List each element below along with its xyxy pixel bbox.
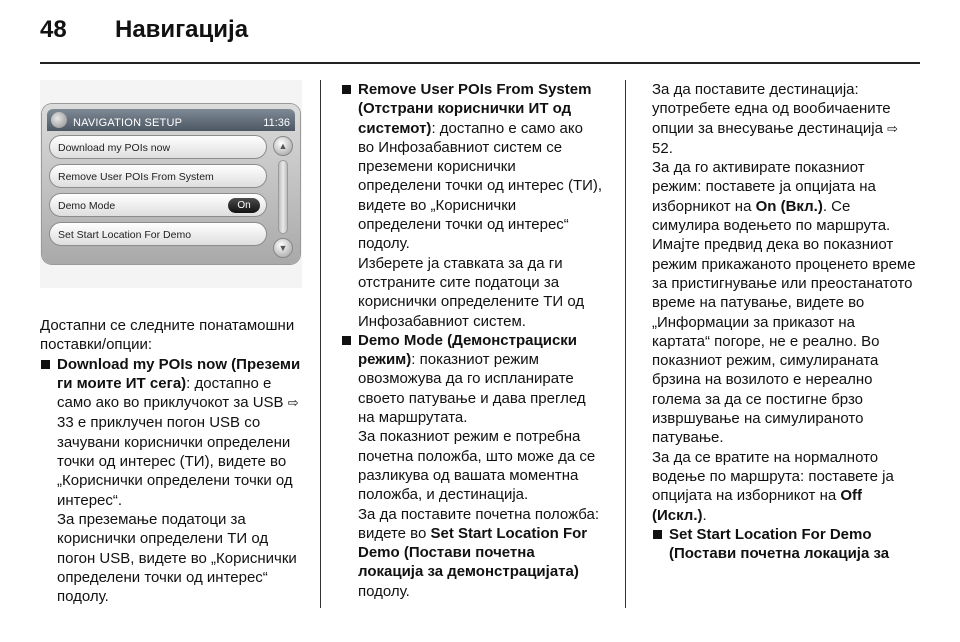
page-number: 48: [40, 16, 67, 43]
scroll-up-icon[interactable]: ▲: [273, 136, 293, 156]
screen-title: NAVIGATION SETUP: [73, 117, 183, 129]
column-2: [341, 80, 603, 601]
screen-clock: 11:36: [263, 117, 290, 129]
menu-item-label: Demo Mode: [58, 200, 116, 212]
column-1: [40, 80, 302, 606]
screen-scrollbar[interactable]: [272, 136, 294, 258]
column-divider-1: [320, 80, 321, 608]
bullet-title: Download my POIs now (Преземи ги моите ИТ сега): [57, 355, 301, 392]
activate-demo-paragraph: За да го активирате показниот режим: поставете ја опцијата на изборникот на On (Вкл.). Се симулира водењето по маршрута.: [652, 159, 891, 235]
page-ref-icon: ⇨: [887, 121, 898, 137]
demo-note-paragraph: Имајте предвид дека во показниот режим прикажаното проценето време за пристигнување или преостанатото време на патување, видете во „Информации за приказот на картата“ погоре, не е реално. Во показниот режим, симулираната брзина на возилото е нереално голема за да се постигне брзо извршување на симулираното патување.: [652, 236, 916, 447]
menu-item-download-pois[interactable]: Download my POIs now: [49, 135, 267, 159]
screen-menu: [49, 135, 267, 251]
header-rule: [40, 62, 920, 64]
demo-mode-toggle[interactable]: On: [228, 198, 260, 213]
bullet-title: Demo Mode (Демонстрациски режим): [358, 331, 578, 369]
demo-mode-note-2: За да поставите почетна положба: видете во Set Start Location For Demo (Постави почетна локација за демонстрацијата) подолу.: [358, 505, 600, 600]
menu-item-demo-mode[interactable]: [49, 193, 267, 217]
scroll-down-icon[interactable]: ▼: [273, 238, 293, 258]
bullet-title: Remove User POIs From System (Отстрани кориснички ИТ од системот): [358, 81, 592, 137]
download-pois-note: За преземање податоци за кориснички определени ТИ од погон USB, видете во „Кориснички определени точки од интерес“ подолу.: [57, 510, 297, 606]
column-divider-2: [625, 80, 626, 608]
bullet-start-location: [652, 525, 916, 564]
page-title: Навигација: [115, 16, 249, 43]
column-3: [652, 80, 916, 563]
intro-paragraph: Достапни се следните понатамошни поставки/опции:: [40, 317, 295, 354]
bullet-title: Set Start Location For Demo (Постави почетна локација за: [669, 525, 890, 563]
scroll-track[interactable]: [278, 160, 288, 234]
bullet-demo-mode: Demo Mode (Демонстрациски режим): показниот режим овозможува да го испланирате своето патување и дава преглед на маршрутата.: [341, 331, 603, 427]
page-ref-icon: ⇨: [287, 396, 299, 412]
remove-pois-note: Изберете ја ставката за да ги отстраните сите податоци за кориснички определените ТИ од Инфозабавниот систем.: [358, 254, 585, 330]
page-ref: 33: [57, 414, 74, 432]
menu-item-start-location[interactable]: Set Start Location For Demo: [49, 222, 267, 246]
navigation-setup-screenshot: [40, 80, 302, 288]
menu-item-remove-pois[interactable]: Remove User POIs From System: [49, 164, 267, 188]
screen-titlebar: [47, 109, 295, 131]
page-ref: 52: [652, 139, 669, 157]
demo-mode-note-1: За показниот режим е потребна почетна положба, што може да се разликува од вашата моментна положба, и дестинација.: [358, 428, 596, 504]
bullet-remove-pois: Remove User POIs From System (Отстрани кориснички ИТ од системот): достапно е само ако во Инфозабавниот систем се преземени кориснички определени точки од интерес (ТИ), видете во „Кориснички определени точки од интерес“ подолу.: [341, 80, 603, 254]
device-screen: [42, 104, 300, 264]
bullet-download-pois: Download my POIs now (Преземи ги моите ИТ сега): достапно е само ако во приклучокот за USB ⇨ 33 е приклучен погон USB со зачувани кориснички определени точки од интерес (ТИ), видете во „Кориснички определени точки од интерес“.: [40, 355, 302, 510]
destination-paragraph: За да поставите дестинација: употребете една од вообичаените опции за внесување дестинација ⇨ 52.: [652, 81, 898, 157]
settings-icon: [51, 112, 67, 128]
return-paragraph: За да се вратите на нормалното водење по маршрута: поставете ја опцијата на изборникот на Off (Искл.).: [652, 448, 894, 524]
